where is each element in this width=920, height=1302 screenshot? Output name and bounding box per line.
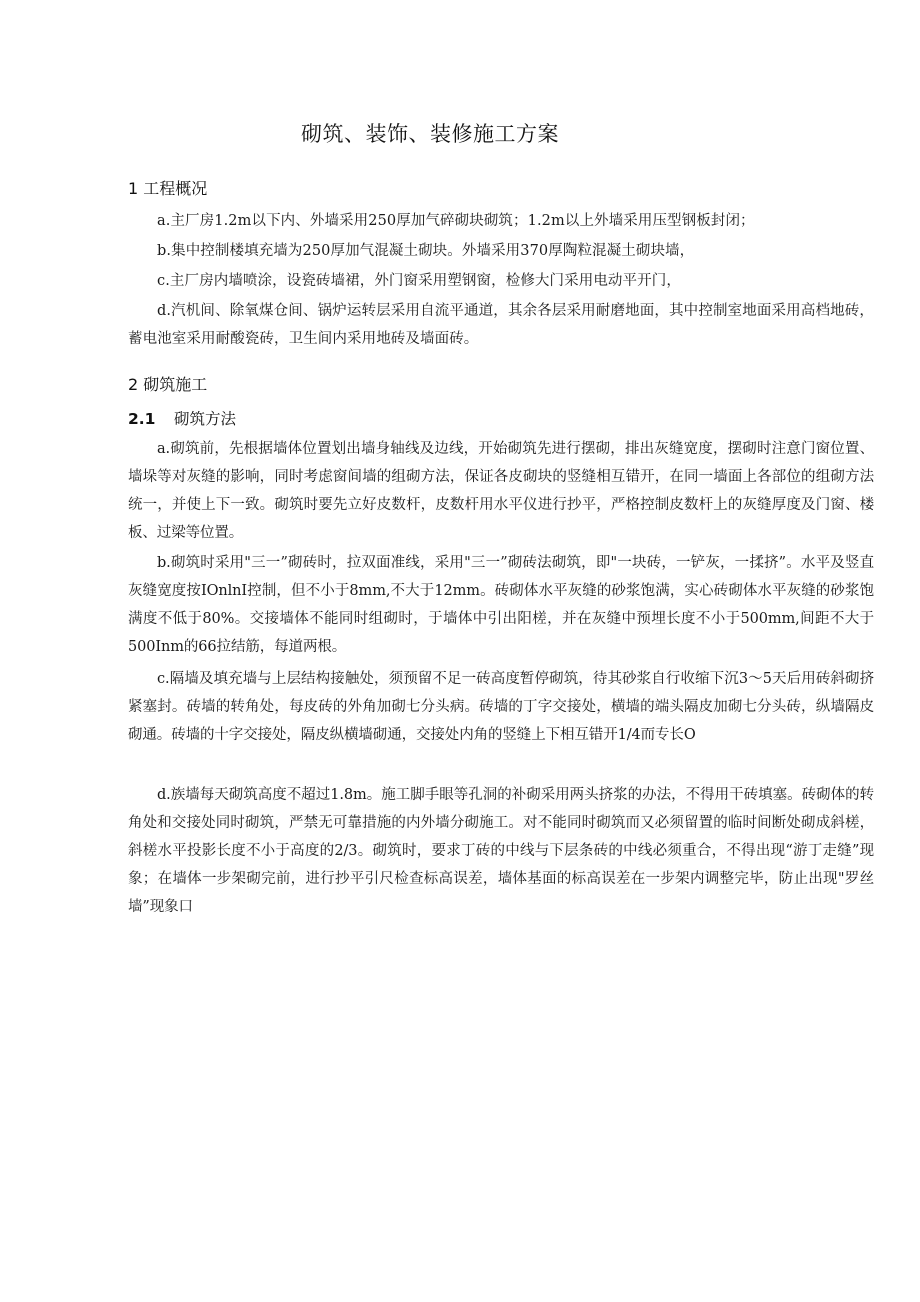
masonry-paragraph-d: d.族墙每天砌筑高度不超过1.8m。施工脚手眼等孔洞的补砌采用两头挤浆的办法，不得用干砖填塞。砖砌体的转角处和交接处同时砌筑，严禁无可靠措施的内外墙分砌施工。对不能同时砌筑而又必须留置的临时间断处砌成斜槎，斜槎水平投影长度不小于高度的2/3。砌筑时，要求丁砖的中线与下层条砖的中线必须重合，不得出现“游丁走缝”现象；在墙体一步架砌完前，进行抄平引尺检查标高误差，墙体基面的标高误差在一步架内调整完毕，防止出现"罗丝墙”现象口	[128, 787, 874, 915]
document-title: 砌筑、装饰、装修施工方案	[301, 122, 559, 146]
overview-item-c: c.主厂房内墙喷涂，设瓷砖墙裙，外门窗采用塑钢窗，检修大门采用电动平开门，	[157, 273, 681, 289]
subsection-number: 2.1	[128, 410, 156, 428]
section-heading-overview: 1 工程概况	[128, 179, 208, 198]
masonry-paragraph-b: b.砌筑时采用"三一”砌砖时，拉双面准线，采用"三一”砌砖法砌筑，即"一块砖，一铲灰，一揉挤”。水平及竖直灰缝宽度按IOnlnI控制，但不小于8mm,不大于12mm。砖砌体水平灰缝的砂浆饱满，实心砖砌体水平灰缝的砂浆饱满度不低于80%。交接墙体不能同时组砌时，于墙体中引出阳槎，并在灰缝中预埋长度不小于500mm,间距不大于500Inm的66拉结筋，每道两根。	[128, 555, 874, 655]
overview-item-d: d.汽机间、除氧煤仓间、锅炉运转层采用自流平通道，其余各层采用耐磨地面，其中控制室地面采用高档地砖，蓄电池室采用耐酸瓷砖，卫生间内采用地砖及墙面砖。	[128, 303, 874, 347]
section-heading-masonry: 2 砌筑施工	[128, 375, 208, 394]
overview-item-b: b.集中控制楼填充墙为250厚加气混凝土砌块。外墙采用370厚陶粒混凝土砌块墙，	[157, 243, 695, 259]
overview-item-a: a.主厂房1.2m以下内、外墙采用250厚加气碎砌块砌筑；1.2m以上外墙采用压型钢板封闭；	[157, 213, 755, 229]
masonry-paragraph-c: c.隔墙及填充墙与上层结构接触处，须预留不足一砖高度暂停砌筑，待其砂浆自行收缩下沉3～5天后用砖斜砌挤紧塞封。砖墙的转角处，每皮砖的外角加砌七分头病。砖墙的丁字交接处，横墙的端头隔皮加砌七分头砖，纵墙隔皮砌通。砖墙的十字交接处，隔皮纵横墙砌通，交接处内角的竖缝上下相互错开1/4而专长O	[128, 671, 874, 743]
masonry-paragraph-a: a.砌筑前，先根据墙体位置划出墙身轴线及边线，开始砌筑先进行摆砌，排出灰缝宽度，摆砌时注意门窗位置、墙垛等对灰缝的影响，同时考虑窗间墙的组砌方法，保证各皮砌块的竖缝相互错开，在同一墙面上各部位的组砌方法统一，并使上下一致。砌筑时要先立好皮数杆，皮数杆用水平仪进行抄平，严格控制皮数杆上的灰缝厚度及门窗、楼板、过梁等位置。	[128, 441, 874, 541]
subsection-title: 砌筑方法	[174, 410, 237, 428]
subsection-heading	[128, 407, 236, 429]
